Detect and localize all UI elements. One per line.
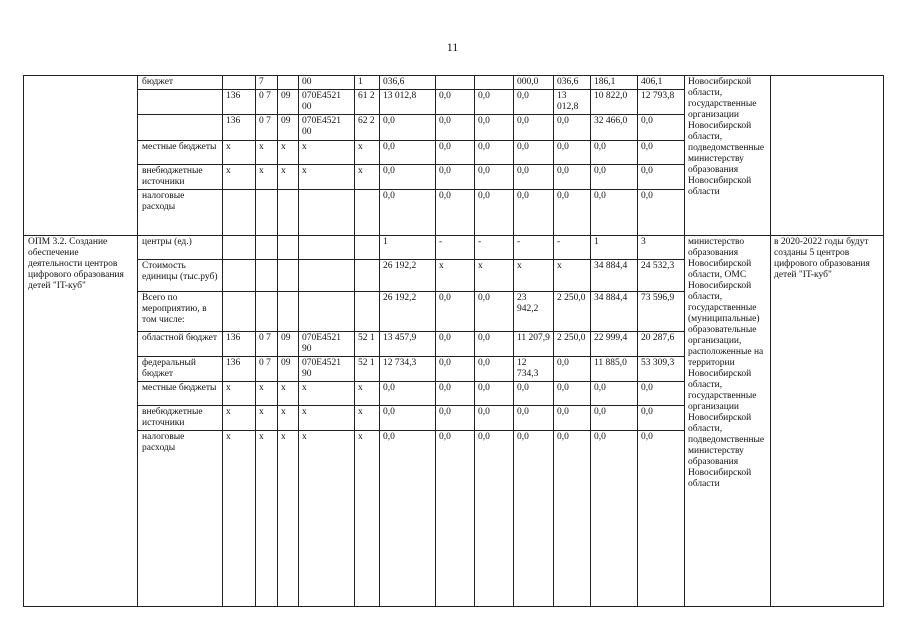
value-cell: 136 <box>223 115 256 141</box>
value-cell: 26 192,2 <box>380 260 436 292</box>
value-cell: 0 7 <box>256 90 278 115</box>
value-cell: 0,0 <box>638 141 685 165</box>
value-cell: 0,0 <box>475 431 514 607</box>
value-cell: x <box>299 141 355 165</box>
indicator-cell <box>138 90 223 115</box>
value-cell: 0,0 <box>436 165 475 190</box>
indicator-cell: налоговые расходы <box>138 190 223 236</box>
value-cell <box>355 236 380 260</box>
value-cell: 09 <box>278 357 299 382</box>
value-cell: 0,0 <box>554 431 591 607</box>
value-cell: 0,0 <box>591 190 638 236</box>
value-cell: 136 <box>223 90 256 115</box>
value-cell: 406,1 <box>638 76 685 90</box>
value-cell: 0,0 <box>436 357 475 382</box>
result-cell: в 2020-2022 годы будут созданы 5 центров цифрового образования детей "IT-куб" <box>771 236 884 607</box>
value-cell <box>436 76 475 90</box>
value-cell <box>278 236 299 260</box>
value-cell: 0,0 <box>514 90 554 115</box>
value-cell: 00 <box>299 76 355 90</box>
value-cell <box>278 292 299 332</box>
value-cell: 23 942,2 <box>514 292 554 332</box>
value-cell: x <box>554 260 591 292</box>
value-cell: 11 207,9 <box>514 332 554 357</box>
value-cell: 036,6 <box>380 76 436 90</box>
executor-cell: министерство образования Новосибирской области, ОМС Новосибирской области, государственные (муниципальные) образовательные организации, расположенные на территории Новосибирской области, государственные организации Новосибирской области, подведомственные министерству образования Новосибирской области <box>685 236 771 607</box>
value-cell: 0,0 <box>554 190 591 236</box>
value-cell: x <box>299 406 355 431</box>
budget-table <box>23 75 884 607</box>
value-cell: 1 <box>591 236 638 260</box>
executor-cell: Новосибирской области, государственные организации Новосибирской области, подведомственные министерству образования Новосибирской области <box>685 76 771 236</box>
value-cell <box>256 292 278 332</box>
value-cell: 26 192,2 <box>380 292 436 332</box>
value-cell: 13 012,8 <box>554 90 591 115</box>
value-cell <box>223 236 256 260</box>
value-cell <box>299 236 355 260</box>
value-cell: 136 <box>223 332 256 357</box>
value-cell: 61 2 <box>355 90 380 115</box>
value-cell: 0,0 <box>475 292 514 332</box>
value-cell: 12 734,3 <box>514 357 554 382</box>
indicator-cell: центры (ед.) <box>138 236 223 260</box>
value-cell: 0,0 <box>475 115 514 141</box>
value-cell: 0,0 <box>380 141 436 165</box>
value-cell: 000,0 <box>514 76 554 90</box>
value-cell: x <box>256 165 278 190</box>
value-cell: 0,0 <box>638 165 685 190</box>
value-cell: 0,0 <box>475 141 514 165</box>
value-cell: x <box>278 431 299 607</box>
value-cell: 0,0 <box>591 141 638 165</box>
value-cell <box>223 260 256 292</box>
value-cell <box>355 260 380 292</box>
value-cell: x <box>299 165 355 190</box>
value-cell: 0,0 <box>591 406 638 431</box>
value-cell: 20 287,6 <box>638 332 685 357</box>
value-cell: 53 309,3 <box>638 357 685 382</box>
value-cell <box>355 292 380 332</box>
value-cell <box>299 292 355 332</box>
value-cell: 186,1 <box>591 76 638 90</box>
value-cell: 7 <box>256 76 278 90</box>
value-cell: 1 <box>380 236 436 260</box>
indicator-cell: Стоимость единицы (тыс.руб) <box>138 260 223 292</box>
value-cell: 2 250,0 <box>554 292 591 332</box>
value-cell: 3 <box>638 236 685 260</box>
value-cell: 0,0 <box>475 406 514 431</box>
value-cell: 0,0 <box>436 190 475 236</box>
result-cell <box>771 76 884 236</box>
value-cell: 0,0 <box>380 406 436 431</box>
value-cell: 0,0 <box>514 165 554 190</box>
value-cell: 070E4521 90 <box>299 357 355 382</box>
value-cell: x <box>256 406 278 431</box>
value-cell: 0,0 <box>554 165 591 190</box>
value-cell: 036,6 <box>554 76 591 90</box>
value-cell <box>278 190 299 236</box>
value-cell: x <box>256 431 278 607</box>
value-cell: 070E4521 00 <box>299 115 355 141</box>
value-cell: 1 <box>355 76 380 90</box>
value-cell: 0,0 <box>475 190 514 236</box>
value-cell: 0,0 <box>554 406 591 431</box>
value-cell: x <box>278 165 299 190</box>
value-cell: 0,0 <box>554 115 591 141</box>
value-cell <box>223 292 256 332</box>
value-cell <box>278 76 299 90</box>
value-cell: 24 532,3 <box>638 260 685 292</box>
value-cell: x <box>355 382 380 406</box>
value-cell: 0,0 <box>475 165 514 190</box>
value-cell: 2 250,0 <box>554 332 591 357</box>
value-cell: 0 7 <box>256 332 278 357</box>
value-cell: 12 734,3 <box>380 357 436 382</box>
value-cell: 52 1 <box>355 332 380 357</box>
value-cell: 0,0 <box>475 332 514 357</box>
value-cell: 0,0 <box>554 141 591 165</box>
indicator-cell: внебюджетные источники <box>138 406 223 431</box>
value-cell <box>355 190 380 236</box>
value-cell: 070E4521 90 <box>299 332 355 357</box>
indicator-cell: областной бюджет <box>138 332 223 357</box>
value-cell: 0,0 <box>436 332 475 357</box>
value-cell: x <box>514 260 554 292</box>
value-cell <box>299 260 355 292</box>
value-cell <box>223 190 256 236</box>
value-cell: 0,0 <box>554 357 591 382</box>
value-cell: 0,0 <box>638 382 685 406</box>
value-cell: x <box>355 141 380 165</box>
value-cell: 0,0 <box>380 431 436 607</box>
value-cell: 13 012,8 <box>380 90 436 115</box>
value-cell: x <box>299 382 355 406</box>
value-cell: 13 457,9 <box>380 332 436 357</box>
value-cell: 0,0 <box>475 90 514 115</box>
value-cell: x <box>223 431 256 607</box>
value-cell: 0,0 <box>591 431 638 607</box>
value-cell <box>475 76 514 90</box>
value-cell: 32 466,0 <box>591 115 638 141</box>
value-cell: x <box>223 406 256 431</box>
value-cell: x <box>278 141 299 165</box>
value-cell: 0,0 <box>380 165 436 190</box>
value-cell: x <box>475 260 514 292</box>
indicator-cell: федеральный бюджет <box>138 357 223 382</box>
value-cell: 73 596,9 <box>638 292 685 332</box>
indicator-cell: бюджет <box>138 76 223 90</box>
indicator-cell: внебюджетные источники <box>138 165 223 190</box>
value-cell: 34 884,4 <box>591 260 638 292</box>
indicator-cell: Всего по мероприятию, в том числе: <box>138 292 223 332</box>
value-cell: 0,0 <box>436 141 475 165</box>
value-cell: x <box>223 165 256 190</box>
value-cell: 0,0 <box>638 115 685 141</box>
value-cell: 0,0 <box>436 406 475 431</box>
indicator-cell: местные бюджеты <box>138 141 223 165</box>
value-cell: x <box>355 406 380 431</box>
page-number: 11 <box>446 40 459 54</box>
value-cell: x <box>355 165 380 190</box>
value-cell: 0,0 <box>638 190 685 236</box>
value-cell <box>256 236 278 260</box>
value-cell: 0,0 <box>514 115 554 141</box>
value-cell: x <box>278 406 299 431</box>
value-cell: 10 822,0 <box>591 90 638 115</box>
value-cell: x <box>223 382 256 406</box>
value-cell <box>278 260 299 292</box>
value-cell: 0,0 <box>436 431 475 607</box>
value-cell: 0,0 <box>436 382 475 406</box>
value-cell: 0 7 <box>256 115 278 141</box>
value-cell: x <box>355 431 380 607</box>
value-cell: 0,0 <box>638 431 685 607</box>
indicator-cell <box>138 115 223 141</box>
value-cell: 0,0 <box>475 357 514 382</box>
value-cell: 0,0 <box>554 382 591 406</box>
value-cell: 0,0 <box>591 165 638 190</box>
value-cell <box>256 260 278 292</box>
value-cell: - <box>436 236 475 260</box>
value-cell: 22 999,4 <box>591 332 638 357</box>
value-cell: 0,0 <box>514 190 554 236</box>
event-title-cell: ОПМ 3.2. Создание обеспечение деятельности центров цифрового образования детей "IT-куб" <box>24 236 138 607</box>
value-cell: 0,0 <box>436 90 475 115</box>
table-row <box>24 236 884 260</box>
indicator-cell: налоговые расходы <box>138 431 223 607</box>
value-cell: 62 2 <box>355 115 380 141</box>
value-cell: 0,0 <box>514 141 554 165</box>
value-cell <box>223 76 256 90</box>
value-cell: 0,0 <box>514 382 554 406</box>
value-cell: - <box>475 236 514 260</box>
value-cell: x <box>278 382 299 406</box>
value-cell: 0,0 <box>591 382 638 406</box>
value-cell: 0,0 <box>436 115 475 141</box>
value-cell <box>299 190 355 236</box>
value-cell: 0,0 <box>638 406 685 431</box>
value-cell: 09 <box>278 90 299 115</box>
value-cell: - <box>554 236 591 260</box>
value-cell: x <box>223 141 256 165</box>
value-cell: x <box>436 260 475 292</box>
event-title-cell <box>24 76 138 236</box>
value-cell <box>256 190 278 236</box>
value-cell: 34 884,4 <box>591 292 638 332</box>
value-cell: 0,0 <box>514 406 554 431</box>
value-cell: x <box>256 141 278 165</box>
value-cell: 0,0 <box>514 431 554 607</box>
value-cell: 0 7 <box>256 357 278 382</box>
table-row <box>24 76 884 90</box>
indicator-cell: местные бюджеты <box>138 382 223 406</box>
value-cell: 0,0 <box>380 115 436 141</box>
value-cell: x <box>299 431 355 607</box>
table-body <box>24 76 884 607</box>
value-cell: 12 793,8 <box>638 90 685 115</box>
value-cell: 52 1 <box>355 357 380 382</box>
value-cell: 09 <box>278 115 299 141</box>
value-cell: 0,0 <box>436 292 475 332</box>
value-cell: 0,0 <box>380 190 436 236</box>
value-cell: 0,0 <box>475 382 514 406</box>
value-cell: 11 885,0 <box>591 357 638 382</box>
value-cell: 136 <box>223 357 256 382</box>
value-cell: x <box>256 382 278 406</box>
value-cell: 070E4521 00 <box>299 90 355 115</box>
value-cell: - <box>514 236 554 260</box>
value-cell: 09 <box>278 332 299 357</box>
value-cell: 0,0 <box>380 382 436 406</box>
